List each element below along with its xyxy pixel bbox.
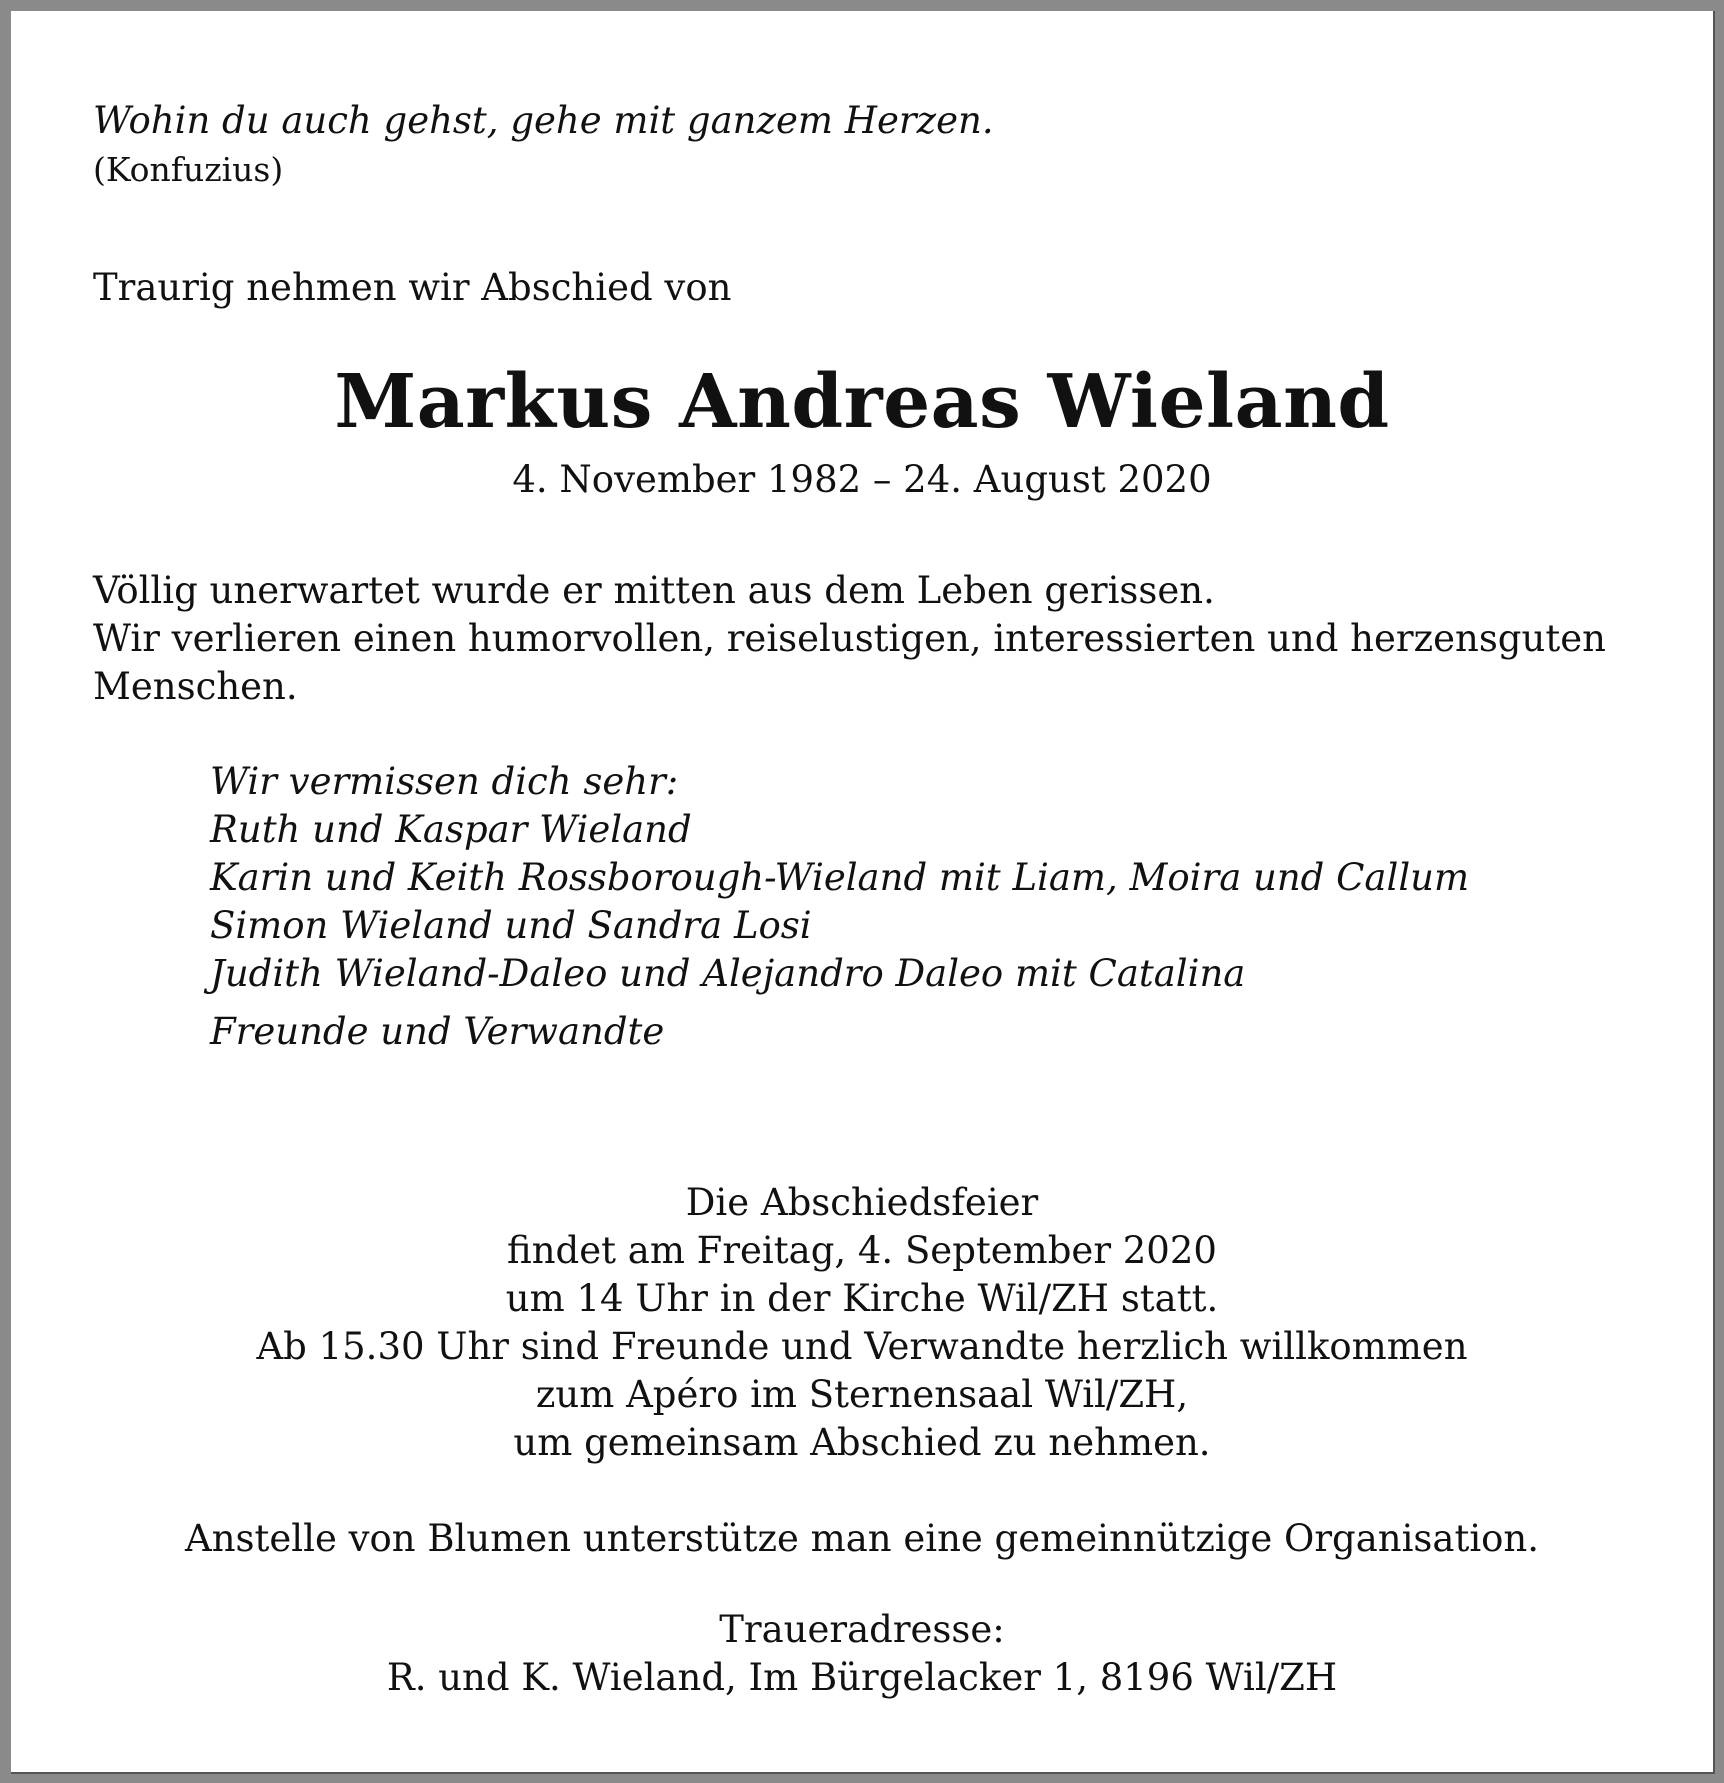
ceremony-line: zum Apéro im Sternensaal Wil/ZH,	[535, 1373, 1189, 1416]
ceremony-line: Ab 15.30 Uhr sind Freunde und Verwandte herzlich willkommen	[256, 1325, 1468, 1368]
flowers-note: Anstelle von Blumen unterstütze man eine gemeinnützige Organisation.	[184, 1517, 1540, 1560]
ceremony-line: findet am Freitag, 4. September 2020	[507, 1229, 1217, 1272]
mourning-address: R. und K. Wieland, Im Bürgelacker 1, 8196 Wil/ZH	[386, 1656, 1338, 1699]
mourning-address-label: Traueradresse:	[719, 1608, 1005, 1651]
life-dates: 4. November 1982 – 24. August 2020	[512, 458, 1212, 501]
motto-source: (Konfuzius)	[93, 150, 284, 189]
obituary-text	[93, 567, 1653, 711]
mourners-list	[210, 758, 1469, 998]
ceremony-info	[11, 1179, 1713, 1467]
ceremony-line: um 14 Uhr in der Kirche Wil/ZH statt.	[505, 1277, 1219, 1320]
mourners-heading: Wir vermissen dich sehr:	[210, 760, 679, 803]
intro-text: Traurig nehmen wir Abschied von	[93, 266, 732, 309]
ceremony-line: um gemeinsam Abschied zu nehmen.	[513, 1421, 1211, 1464]
obituary-page	[11, 11, 1715, 1774]
text-line: Völlig unerwartet wurde er mitten aus dem Leben gerissen.	[93, 569, 1215, 612]
motto-quote: Wohin du auch gehst, gehe mit ganzem Herzen.	[93, 99, 994, 142]
mourner-name: Simon Wieland und Sandra Losi	[210, 904, 812, 947]
text-line: Wir verlieren einen humorvollen, reiselustigen, interessierten und herzensguten	[93, 617, 1606, 660]
mourner-name: Judith Wieland-Daleo und Alejandro Daleo mit Catalina	[210, 952, 1246, 995]
mourners-closing: Freunde und Verwandte	[210, 1010, 665, 1053]
mourner-name: Karin und Keith Rossborough-Wieland mit Liam, Moira und Callum	[210, 856, 1470, 899]
mourner-name: Ruth und Kaspar Wieland	[210, 808, 692, 851]
text-line: Menschen.	[93, 665, 298, 708]
ceremony-line: Die Abschiedsfeier	[685, 1181, 1039, 1224]
deceased-name: Markus Andreas Wieland	[334, 359, 1390, 445]
